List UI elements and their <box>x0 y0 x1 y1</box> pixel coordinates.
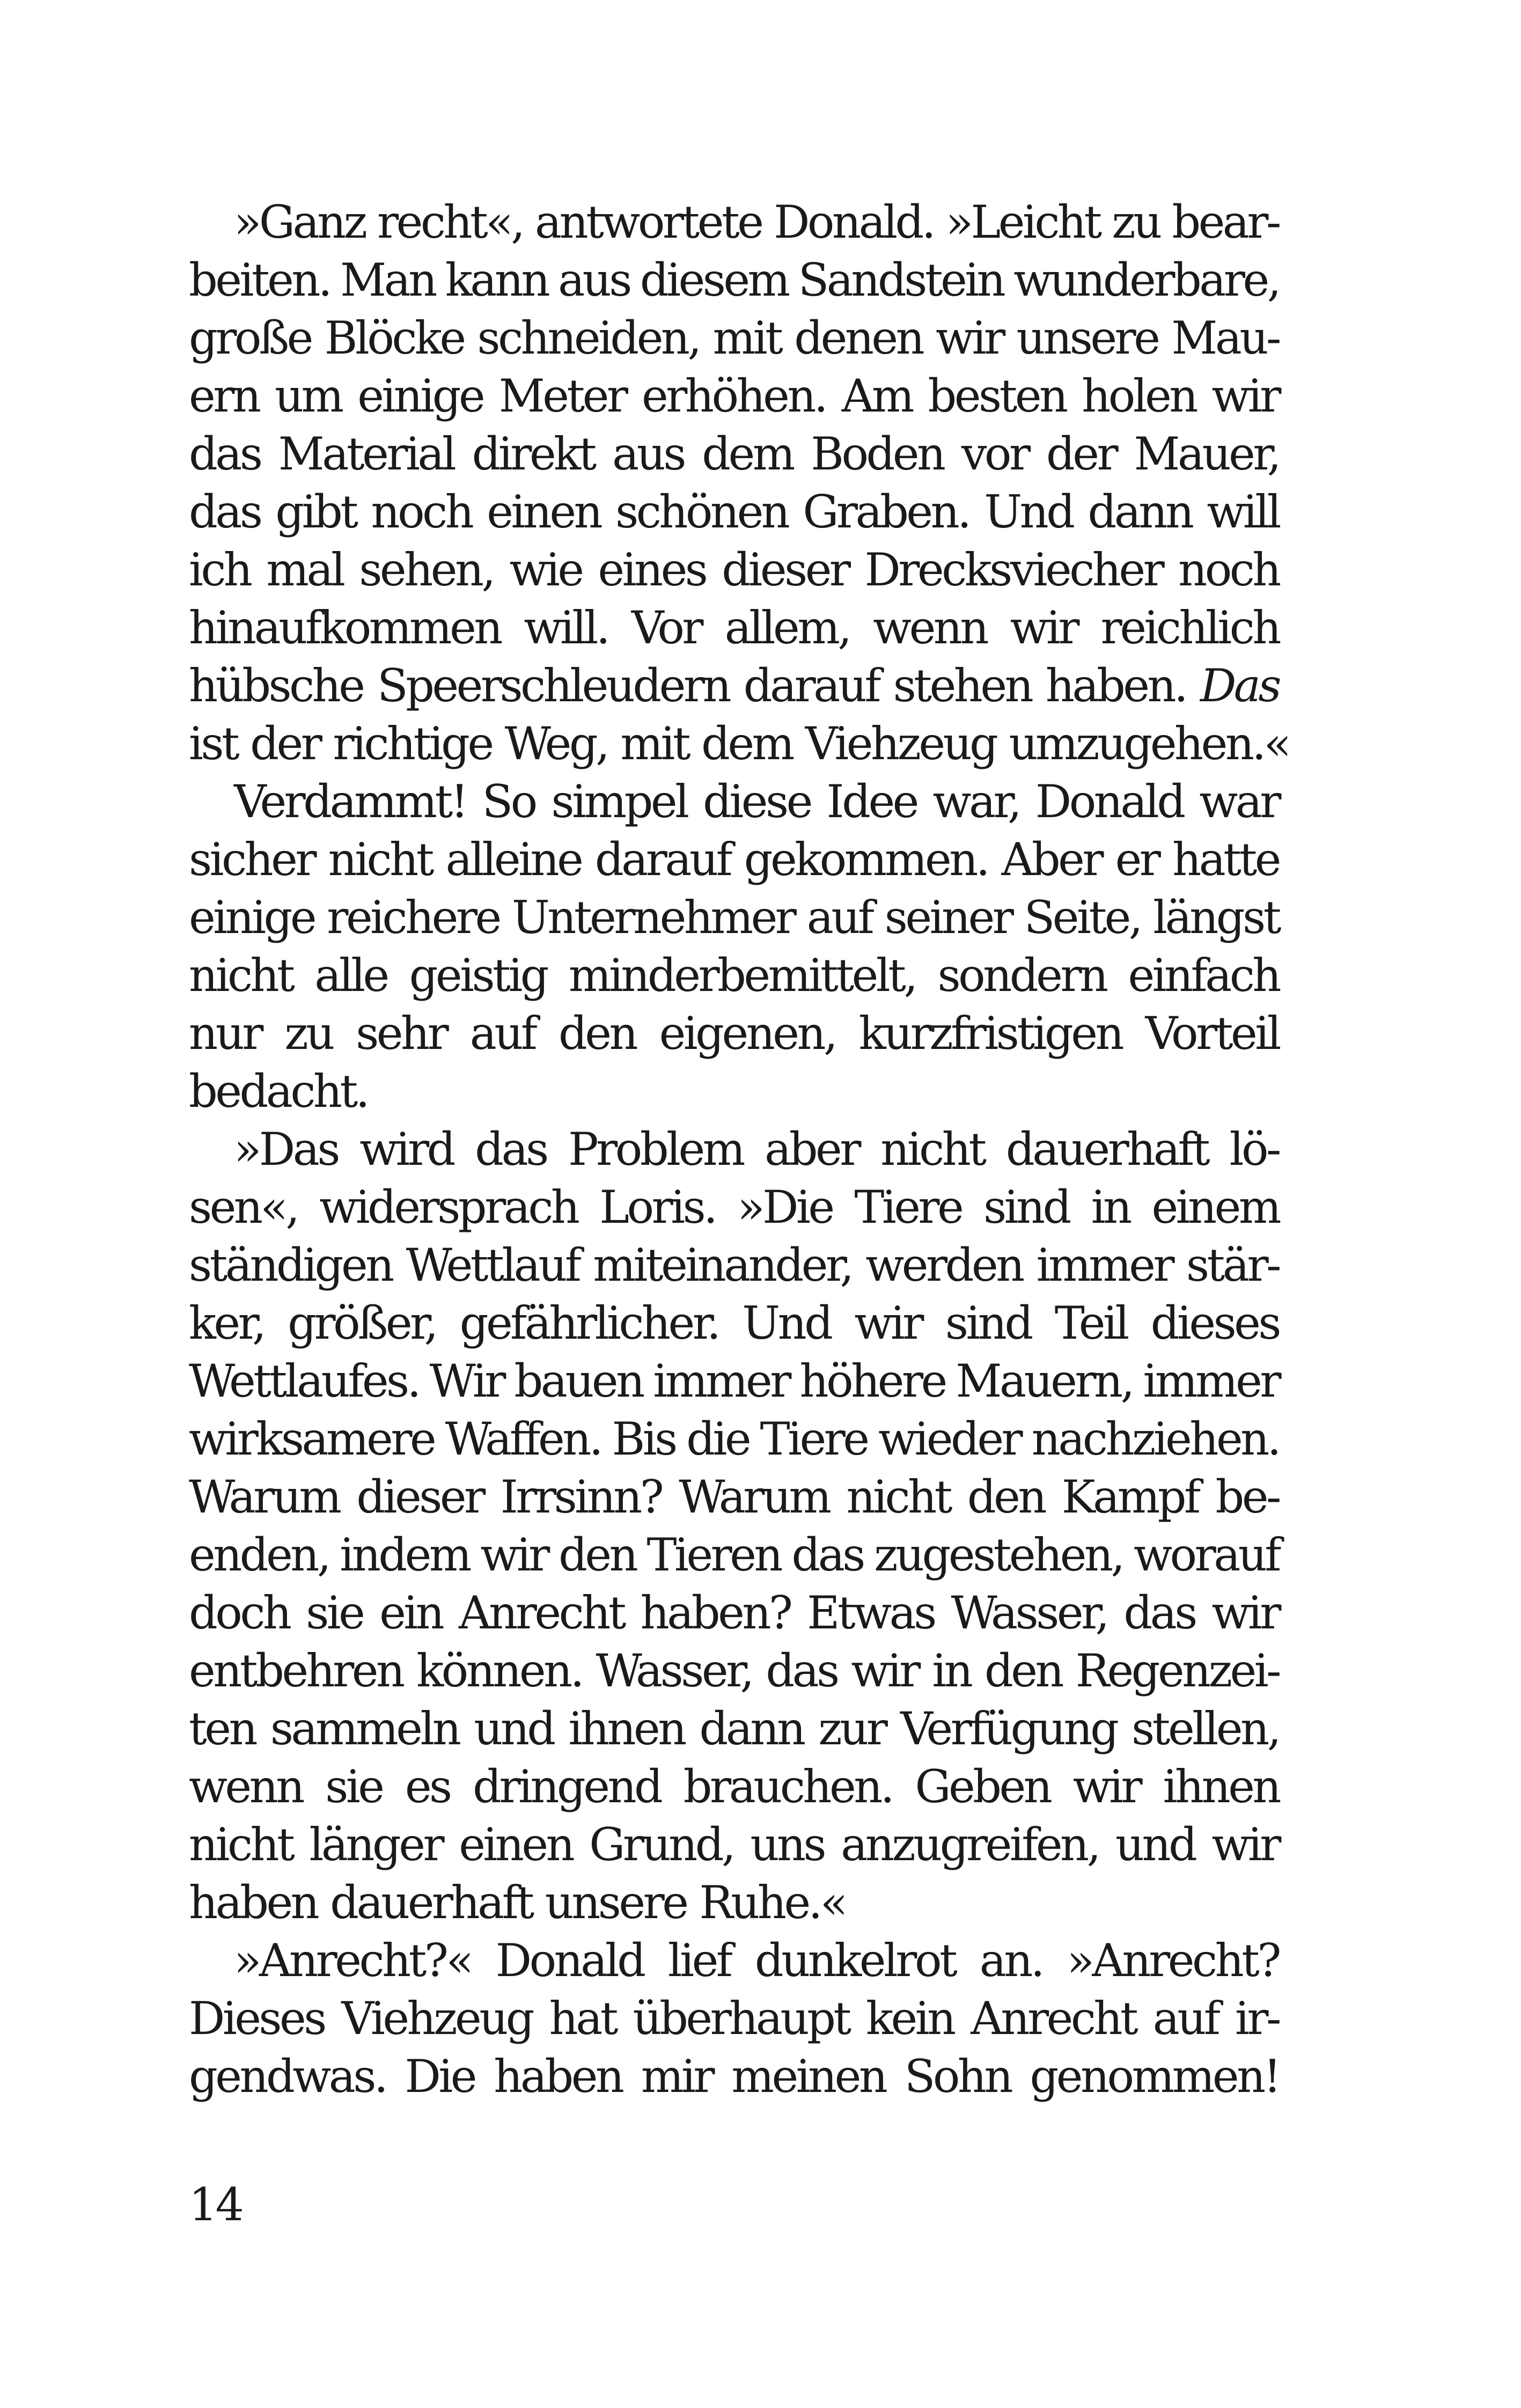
text-line: »Anrecht?« Donald lief dunkelrot an. »Anrecht? <box>234 1934 1279 1987</box>
text-line: wirksamere Waffen. Bis die Tiere wieder nachziehen. <box>189 1413 1279 1465</box>
text-line: Wettlaufes. Wir bauen immer höhere Mauern, immer <box>189 1355 1279 1407</box>
text-line: »Ganz recht«, antwortete Donald. »Leicht zu bear- <box>234 196 1279 248</box>
text-line: Dieses Viehzeug hat überhaupt kein Anrecht auf ir- <box>189 1992 1279 2045</box>
text-line: »Das wird das Problem aber nicht dauerhaft lö- <box>234 1123 1279 1176</box>
text-line: Warum dieser Irrsinn? Warum nicht den Kampf be- <box>189 1471 1279 1523</box>
text-line: doch sie ein Anrecht haben? Etwas Wasser, das wir <box>189 1587 1279 1639</box>
text-line: Verdammt! So simpel diese Idee war, Donald war <box>234 775 1279 828</box>
text-line: entbehren können. Wasser, das wir in den Regenzei- <box>189 1645 1279 1697</box>
page-number: 14 <box>189 2178 242 2231</box>
text-line: bedacht. <box>189 1065 368 1118</box>
text-line: ist der richtige Weg, mit dem Viehzeug umzugehen.« <box>189 717 1289 770</box>
text-line: haben dauerhaft unsere Ruhe.« <box>189 1876 846 1929</box>
text-line: sen«, widersprach Loris. »Die Tiere sind in einem <box>189 1181 1279 1234</box>
text-line: nicht alle geistig minderbemittelt, sondern einfach <box>189 949 1279 1002</box>
text-line: sicher nicht alleine darauf gekommen. Aber er hatte <box>189 833 1279 886</box>
text-line: einige reichere Unternehmer auf seiner Seite, längst <box>189 891 1279 944</box>
text-line: hinaufkommen will. Vor allem, wenn wir reichlich <box>189 601 1279 654</box>
text-line: ern um einige Meter erhöhen. Am besten holen wir <box>189 370 1279 422</box>
text-line: enden, indem wir den Tieren das zugestehen, worauf <box>189 1529 1279 1581</box>
text-line: ten sammeln und ihnen dann zur Verfügung stellen, <box>189 1702 1279 1755</box>
body-text <box>189 193 1289 2105</box>
text-line: nur zu sehr auf den eigenen, kurzfristigen Vorteil <box>189 1007 1279 1060</box>
text-line: das gibt noch einen schönen Graben. Und dann will <box>189 486 1279 538</box>
text-line: große Blöcke schneiden, mit denen wir unsere Mau- <box>189 312 1279 364</box>
text-line: hübsche Speerschleudern darauf stehen haben. Das <box>189 659 1279 712</box>
text-line: beiten. Man kann aus diesem Sandstein wunderbare, <box>189 254 1279 306</box>
text-line: ständigen Wettlauf miteinander, werden immer stär- <box>189 1239 1279 1291</box>
text-line: wenn sie es dringend brauchen. Geben wir ihnen <box>189 1760 1279 1813</box>
text-line: ich mal sehen, wie eines dieser Drecksviecher noch <box>189 544 1279 596</box>
text-line: nicht länger einen Grund, uns anzugreifen, und wir <box>189 1818 1279 1871</box>
text-line: das Material direkt aus dem Boden vor der Mauer, <box>189 428 1279 480</box>
text-line: gendwas. Die haben mir meinen Sohn genommen! <box>189 2050 1279 2103</box>
text-line: ker, größer, gefährlicher. Und wir sind Teil dieses <box>189 1297 1279 1349</box>
